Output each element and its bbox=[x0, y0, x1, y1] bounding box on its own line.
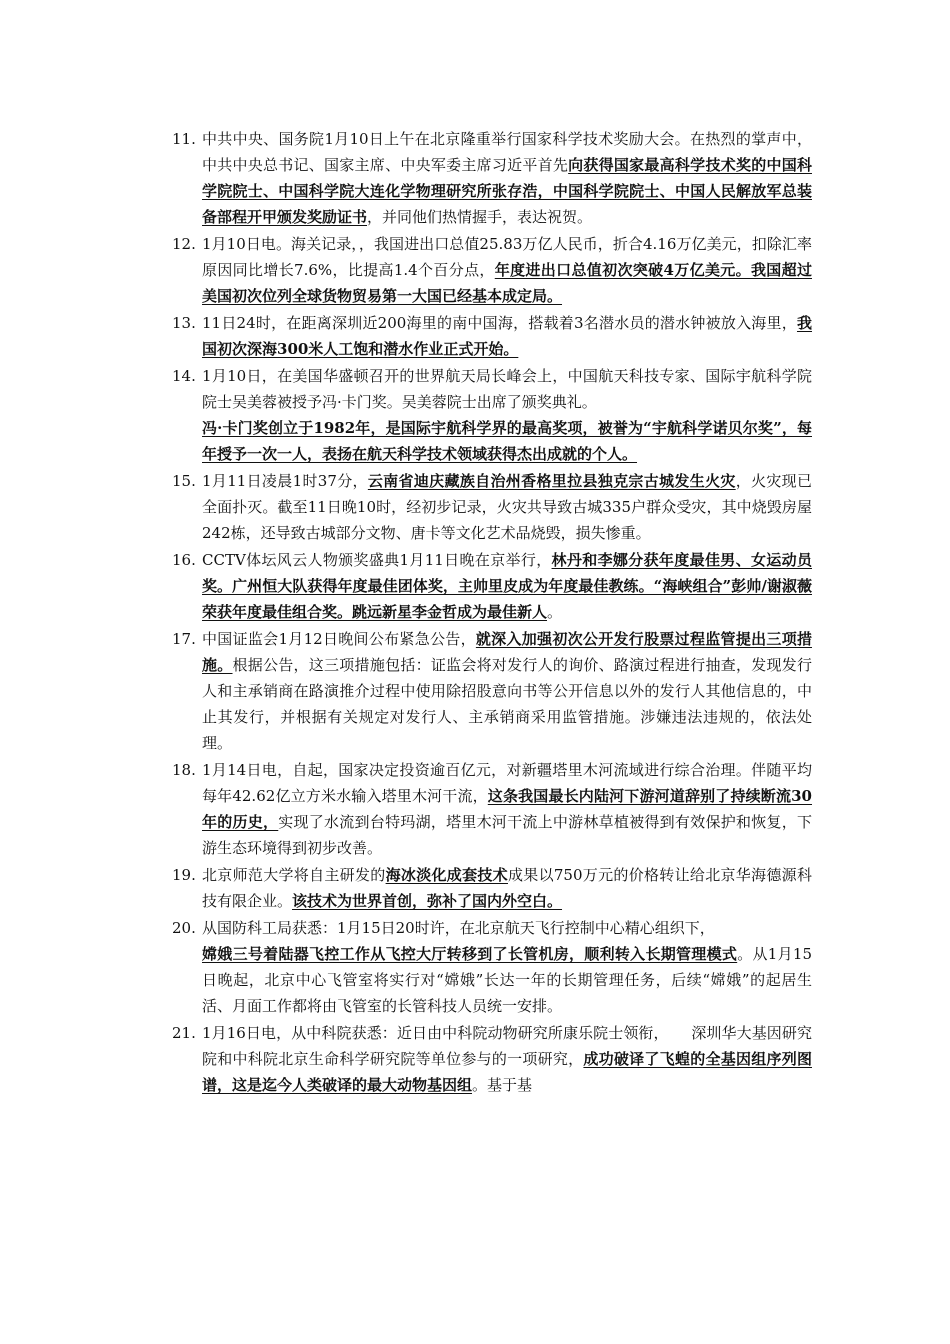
plain-text: 中共中央、国务院1月10日上午在北京隆重举行国家科学技术奖励大会。在热烈的掌声中，中共中央总书记、国家主席、中央军委主席习近平首先 bbox=[202, 130, 812, 174]
item-number: 11. bbox=[172, 130, 196, 148]
item-text bbox=[202, 310, 812, 362]
highlighted-text: 林丹和李娜分获年度最佳男、女运动员奖。广州恒大队获得年度最佳团体奖，主帅里皮成为年度最佳教练。“海峡组合”彭帅/谢淑薇荣获年度最佳组合奖。跳远新星李金哲成为最佳新人 bbox=[202, 551, 812, 621]
highlighted-text: 我国初次深海300米人工饱和潜水作业正式开始。 bbox=[202, 314, 812, 358]
plain-text: 根据公告，这三项措施包括：证监会将对发行人的询价、路演过程进行抽查，发现发行人和主承销商在路演推介过程中使用除招股意向书等公开信息以外的发行人其他信息的，中止其发行，并根据有关规定对发行人、主承销商采用监管措施。涉嫌违法违规的，依法处理。 bbox=[202, 656, 812, 752]
item-text bbox=[202, 757, 812, 861]
plain-text: 1月10日，在美国华盛顿召开的世界航天局长峰会上，中国航天科技专家、国际宇航科学院院士吴美蓉被授予冯·卡门奖。吴美蓉院士出席了颁奖典礼。 bbox=[202, 367, 812, 411]
list-item bbox=[172, 231, 812, 309]
list-item bbox=[172, 363, 812, 467]
highlighted-text: 该技术为世界首创，弥补了国内外空白。 bbox=[292, 892, 563, 910]
item-number: 12. bbox=[172, 235, 196, 253]
list-item bbox=[172, 862, 812, 914]
item-number: 21. bbox=[172, 1024, 196, 1042]
item-number: 16. bbox=[172, 551, 196, 569]
list-item bbox=[172, 915, 812, 1019]
plain-text: ，并同他们热情握手，表达祝贺。 bbox=[367, 208, 593, 226]
plain-text: 从国防科工局获悉：1月15日20时许，在北京航天飞行控制中心精心组织下， bbox=[202, 919, 715, 937]
list-item bbox=[172, 1020, 812, 1098]
item-text bbox=[202, 231, 812, 309]
item-text bbox=[202, 915, 812, 1019]
item-number: 13. bbox=[172, 314, 196, 332]
plain-text: 1月11日凌晨1时37分， bbox=[202, 472, 368, 490]
item-number: 14. bbox=[172, 367, 196, 385]
item-number: 18. bbox=[172, 761, 196, 779]
list-item bbox=[172, 468, 812, 546]
list-item bbox=[172, 626, 812, 756]
item-text bbox=[202, 626, 812, 756]
item-number: 19. bbox=[172, 866, 196, 884]
highlighted-text: 向获得国家最高科学技术奖的中国科学院院士、中国科学院大连化学物理研究所张存浩，中国科学院院士、中国人民解放军总装备部程开甲颁发奖励证书 bbox=[202, 156, 812, 226]
item-text bbox=[202, 363, 812, 467]
plain-text: 中国证监会1月12日晚间公布紧急公告， bbox=[202, 630, 476, 648]
item-number: 15. bbox=[172, 472, 196, 490]
plain-text: 1月14日电，自起，国家决定投资逾百亿元，对新疆塔里木河流域进行综合治理。伴随平均每年42.62亿立方米水输入塔里木河干流， bbox=[202, 761, 812, 805]
news-list bbox=[172, 126, 812, 1099]
plain-text: 1月10日电。海关记录，，我国进出口总值25.83万亿人民币，折合4.16万亿美元，扣除汇率原因同比增长7.6%，比提高1.4个百分点， bbox=[202, 235, 812, 279]
highlighted-text: 就深入加强初次公开发行股票过程监管提出三项措施。 bbox=[202, 630, 812, 674]
list-item bbox=[172, 310, 812, 362]
plain-text: 。 bbox=[547, 603, 563, 621]
plain-text: ，火灾现已全面扑灭。截至11日晚10时，经初步记录，火灾共导致古城335户群众受灾，其中烧毁房屋242栋，还导致古城部分文物、唐卡等文化艺术品烧毁，损失惨重。 bbox=[202, 472, 812, 542]
highlighted-text: 这条我国最长内陆河下游河道辞别了持续断流30年的历史， bbox=[202, 787, 812, 831]
plain-text: CCTV体坛风云人物颁奖盛典1月11日晚在京举行， bbox=[202, 551, 552, 569]
highlighted-text: 海冰淡化成套技术 bbox=[385, 866, 508, 884]
highlighted-text: 冯·卡门奖创立于1982年，是国际宇航科学界的最高奖项，被誉为“宇航科学诺贝尔奖”，每年授予一次一人，表扬在航天科学技术领域获得杰出成就的个人。 bbox=[202, 419, 812, 463]
plain-text: 1月16日电，从中科院获悉：近日由中科院动物研究所康乐院士领衔， 深圳华大基因研究院和中科院北京生命科学研究院等单位参与的一项研究， bbox=[202, 1024, 812, 1068]
plain-text: 成果以750万元的价格转让给北京华海德源科技有限企业。 bbox=[202, 866, 812, 910]
highlighted-text: 年度进出口总值初次突破4万亿美元。我国超过美国初次位列全球货物贸易第一大国已经基本成定局。 bbox=[202, 261, 812, 305]
item-number: 17. bbox=[172, 630, 196, 648]
item-text bbox=[202, 126, 812, 230]
list-item bbox=[172, 547, 812, 625]
plain-text: 11日24时，在距离深圳近200海里的南中国海，搭载着3名潜水员的潜水钟被放入海里， bbox=[202, 314, 797, 332]
item-text bbox=[202, 547, 812, 625]
highlighted-text: 成功破译了飞蝗的全基因组序列图谱，这是迄今人类破译的最大动物基因组 bbox=[202, 1050, 812, 1094]
item-text bbox=[202, 1020, 812, 1098]
highlighted-text: 云南省迪庆藏族自治州香格里拉县独克宗古城发生火灾 bbox=[367, 472, 736, 490]
plain-text: 。基于基 bbox=[472, 1076, 533, 1094]
list-item bbox=[172, 757, 812, 861]
item-text bbox=[202, 468, 812, 546]
list-item bbox=[172, 126, 812, 230]
plain-text: 。从1月15日晚起，北京中心飞管室将实行对“嫦娥”长达一年的长期管理任务，后续“嫦娥”的起居生活、月面工作都将由飞管室的长管科技人员统一安排。 bbox=[202, 945, 812, 1015]
item-text bbox=[202, 862, 812, 914]
item-number: 20. bbox=[172, 919, 196, 937]
highlighted-text: 嫦娥三号着陆器飞控工作从飞控大厅转移到了长管机房，顺利转入长期管理模式 bbox=[202, 945, 738, 963]
plain-text: 北京师范大学将自主研发的 bbox=[202, 866, 386, 884]
plain-text: 实现了水流到台特玛湖，塔里木河干流上中游林草植被得到有效保护和恢复，下游生态环境得到初步改善。 bbox=[202, 813, 812, 857]
